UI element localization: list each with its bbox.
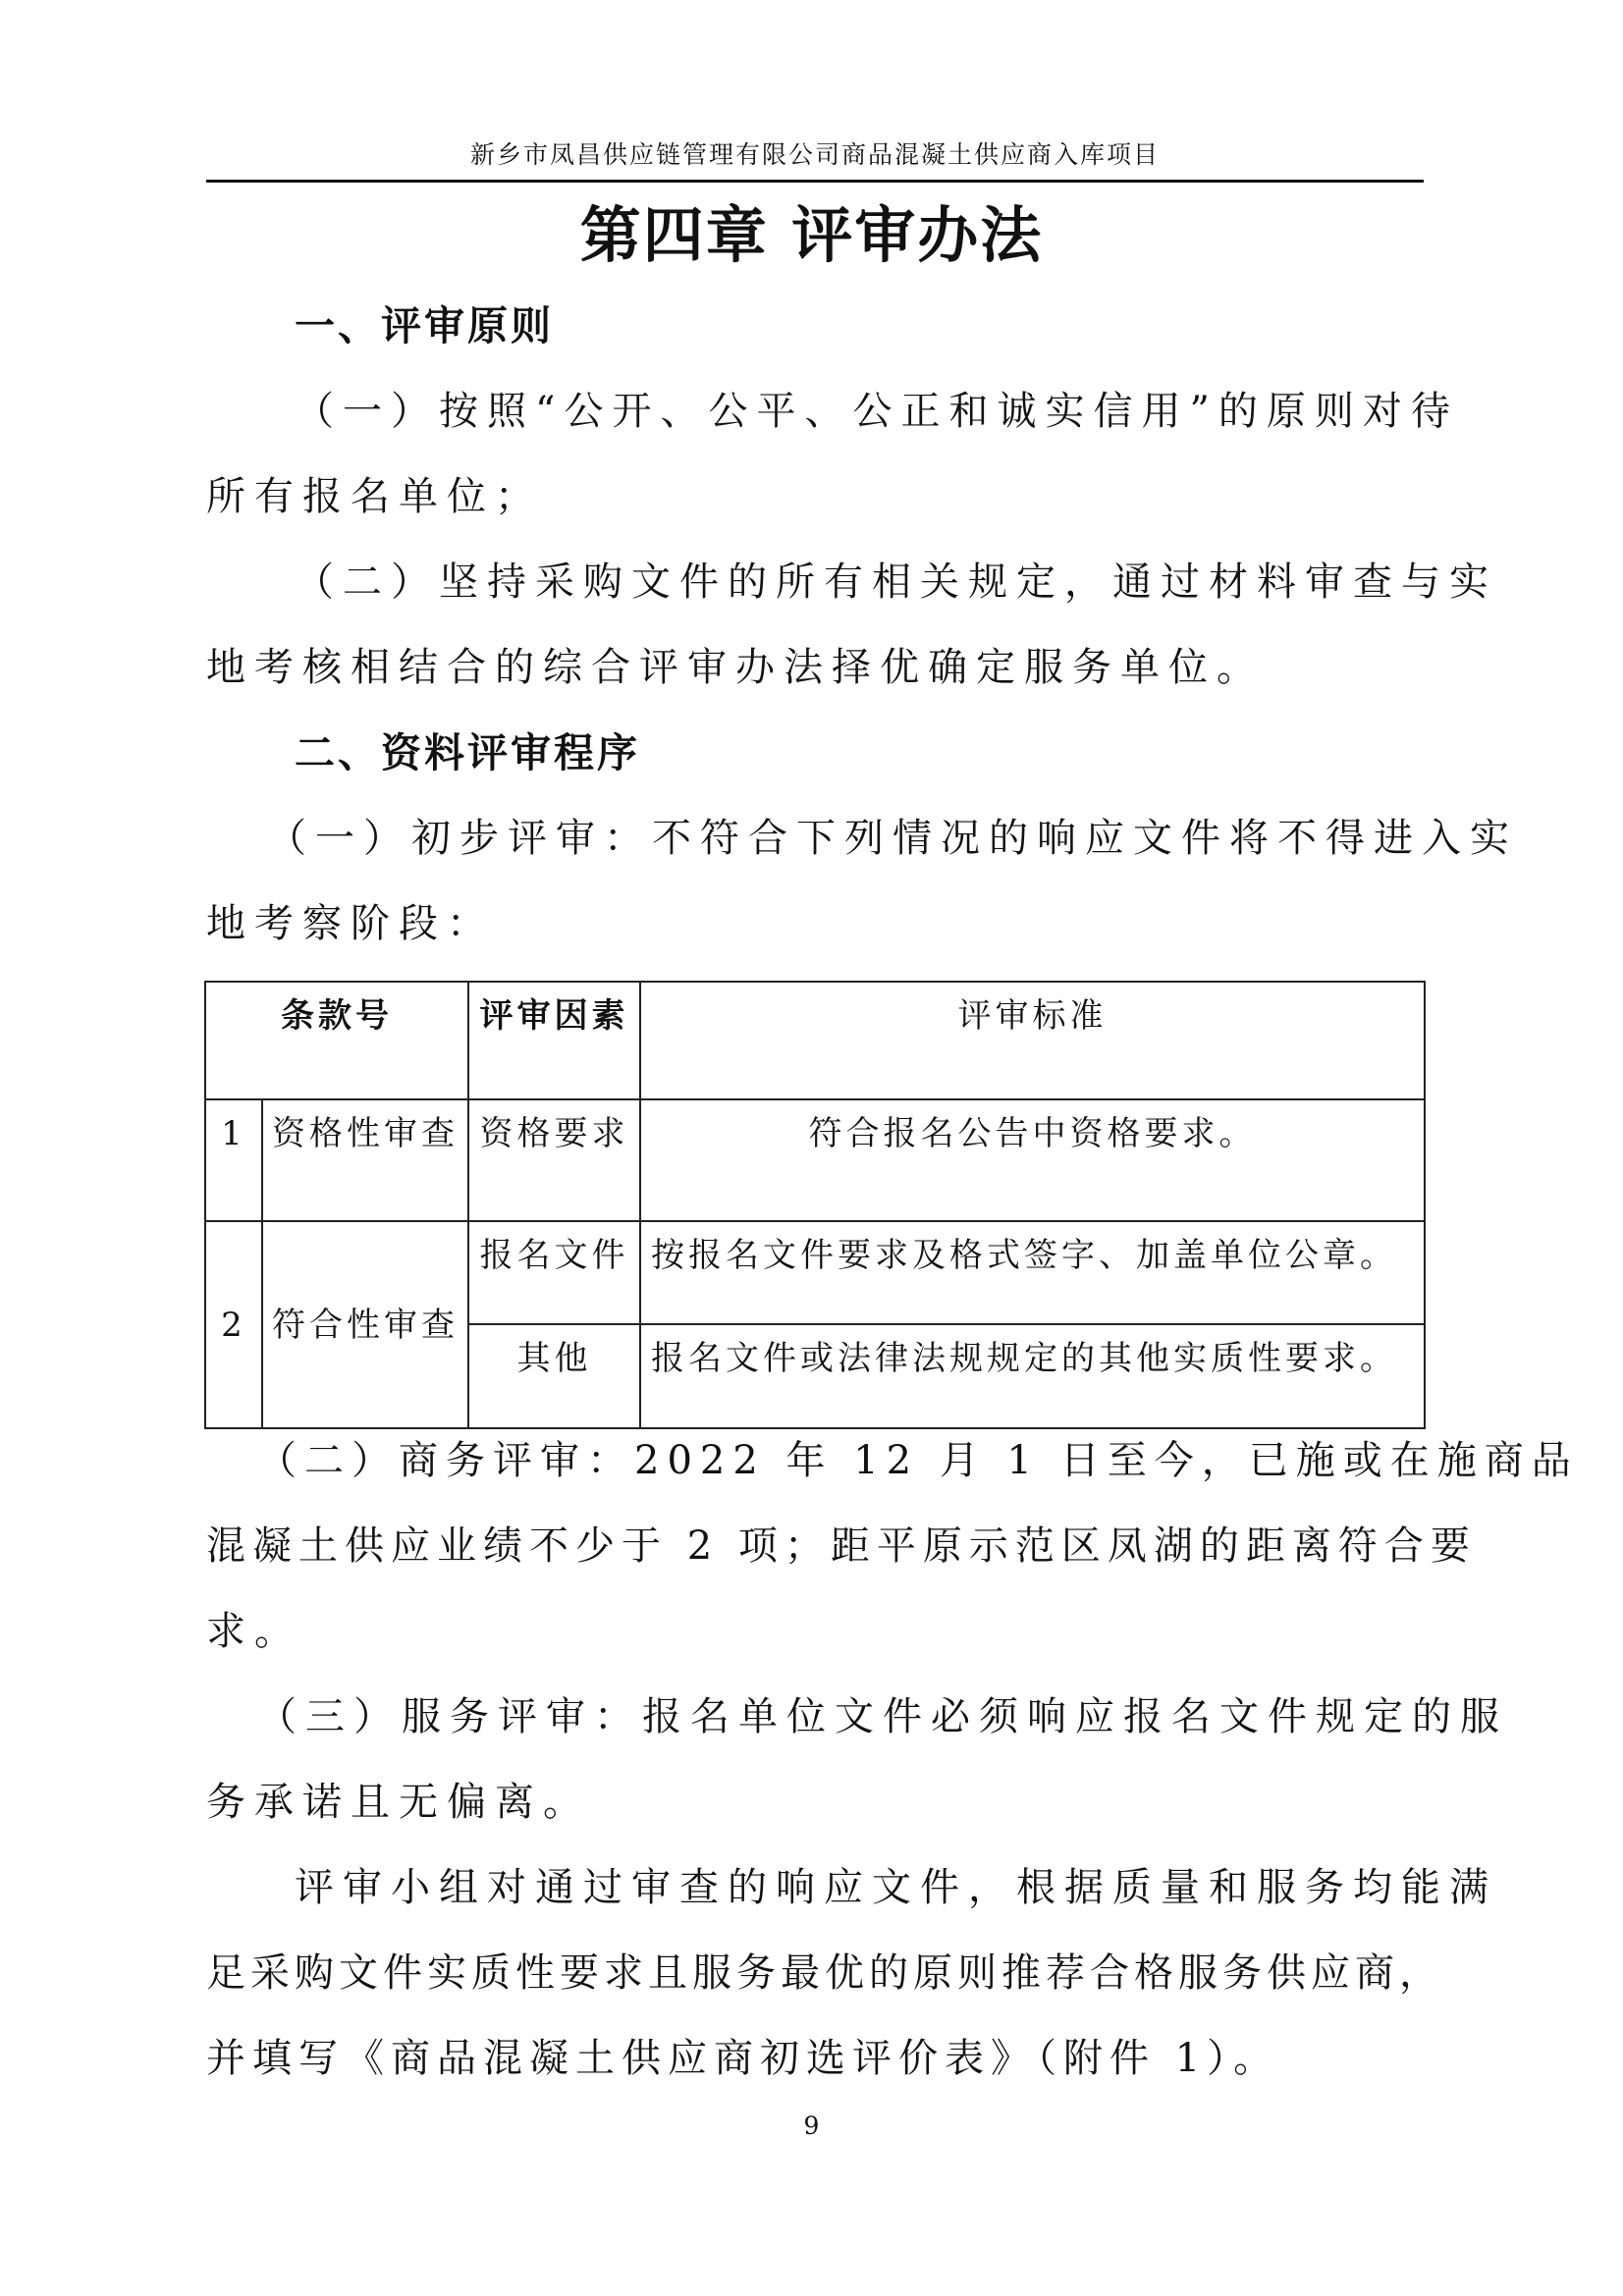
table-row: [205, 1099, 1425, 1221]
row-standard: 报名文件或法律法规规定的其他实质性要求。: [640, 1324, 1425, 1428]
paragraph-line: （三）服务评审：报名单位文件必须响应报名文件规定的服: [257, 1694, 1508, 1739]
paragraph-line: 评审小组对通过审查的响应文件，根据质量和服务均能满: [295, 1865, 1497, 1910]
paragraph-line: 所有报名单位；: [206, 474, 543, 519]
header-review-factor: 评审因素: [468, 982, 640, 1099]
section-heading-principles: 一、评审原则: [295, 302, 554, 349]
paragraph-line: （二）坚持采购文件的所有相关规定，通过材料审查与实: [295, 560, 1497, 605]
paragraph-line: （一）初步评审：不符合下列情况的响应文件将不得进入实: [267, 816, 1518, 861]
chapter-title: 第四章 评审办法: [579, 199, 1044, 271]
paragraph-line: 足采购文件实质性要求且服务最优的原则推荐合格服务供应商，: [206, 1950, 1443, 1996]
row-number: 2: [205, 1221, 262, 1428]
page-header: 新乡市凤昌供应链管理有限公司商品混凝土供应商入库项目: [469, 140, 1160, 169]
table-row: [205, 1221, 1425, 1324]
row-factor: 报名文件: [468, 1221, 640, 1324]
row-number: 1: [205, 1099, 262, 1221]
paragraph-line: 求。: [206, 1609, 302, 1654]
header-divider: [206, 180, 1424, 183]
paragraph-line: （一）按照“公开、公平、公正和诚实信用”的原则对待: [295, 389, 1459, 434]
row-standard: 按报名文件要求及格式签字、加盖单位公章。: [640, 1221, 1425, 1324]
paragraph-line: 地考核相结合的综合评审办法择优确定服务单位。: [206, 645, 1265, 690]
paragraph-line: 地考察阶段：: [206, 901, 495, 946]
table-header-row: [205, 982, 1425, 1099]
row-standard: 符合报名公告中资格要求。: [640, 1099, 1425, 1221]
section-heading-procedure: 二、资料评审程序: [295, 729, 640, 776]
paragraph-line: （二）商务评审：2022 年 12 月 1 日至今，已施或在施商品: [257, 1438, 1579, 1483]
row-factor: 其他: [468, 1324, 640, 1428]
paragraph-line: 务承诺且无偏离。: [206, 1780, 591, 1825]
page-number: 9: [803, 2111, 820, 2140]
review-criteria-table: [204, 981, 1426, 1429]
paragraph-line: 混凝土供应业绩不少于 2 项；距平原示范区凤湖的距离符合要: [206, 1523, 1477, 1569]
paragraph-line: 并填写《商品混凝土供应商初选评价表》（附件 1）。: [206, 2036, 1280, 2081]
row-category: 符合性审查: [262, 1221, 468, 1428]
row-factor: 资格要求: [468, 1099, 640, 1221]
header-clause-number: 条款号: [205, 982, 468, 1099]
header-review-standard: 评审标准: [640, 982, 1425, 1099]
row-category: 资格性审查: [262, 1099, 468, 1221]
